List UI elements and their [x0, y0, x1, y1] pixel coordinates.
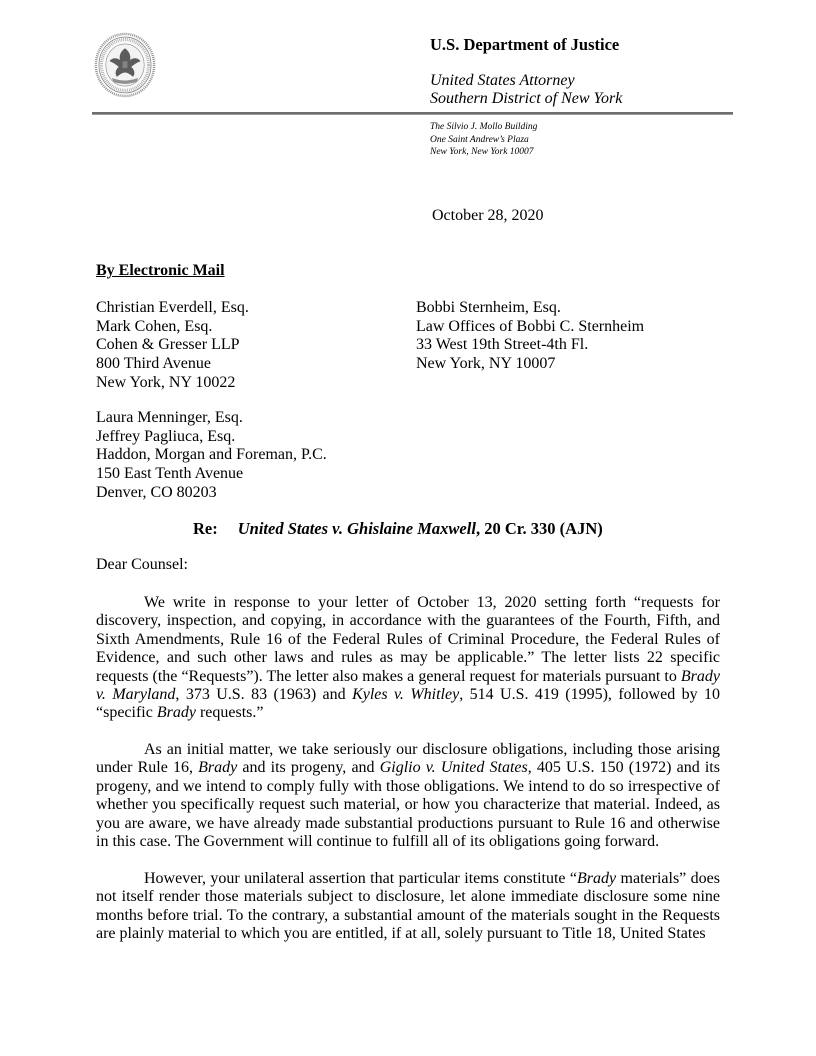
- building-address-line: New York, New York 10007: [430, 147, 534, 158]
- address-line: Laura Menninger, Esq.: [96, 409, 243, 426]
- address-line: New York, NY 10022: [96, 373, 236, 391]
- address-line: 33 West 19th Street-4th Fl.: [416, 336, 589, 354]
- recipient-block-menninger: [96, 409, 327, 503]
- case-name: United States v. Ghislaine Maxwell: [237, 519, 476, 538]
- building-address-line: One Saint Andrew’s Plaza: [430, 134, 529, 145]
- address-line: Bobbi Sternheim, Esq.: [416, 299, 561, 316]
- address-line: Jeffrey Pagliuca, Esq.: [96, 427, 236, 445]
- address-line: 150 East Tenth Avenue: [96, 465, 244, 483]
- re-label: Re:: [193, 519, 218, 538]
- address-line: Cohen & Gresser LLP: [96, 336, 240, 354]
- address-line: Haddon, Morgan and Foreman, P.C.: [96, 446, 327, 464]
- address-line: 800 Third Avenue: [96, 355, 211, 373]
- doj-seal-icon: [94, 32, 156, 98]
- salutation: Dear Counsel:: [96, 556, 188, 573]
- agency-title: U.S. Department of Justice: [430, 35, 620, 54]
- recipient-block-sternheim: [416, 299, 644, 374]
- delivery-method: By Electronic Mail: [96, 262, 225, 279]
- letter-date: October 28, 2020: [432, 207, 544, 224]
- body-paragraph-2: As an initial matter, we take seriously our disclosure obligations, including those arising under Rule 16, Brady and its progeny, and Giglio v. United States, 405 U.S. 150 (1972) and its progeny, and we intend to comply fully with those obligations. We intend to do so irrespective of whether you specifically request such material, or how you characterize that material. Indeed, as you are aware, we have already made substantial productions pursuant to Rule 16 and otherwise in this case. The Government will continue to fulfill all of its obligations going forward.: [96, 741, 720, 851]
- body-paragraph-1: We write in response to your letter of October 13, 2020 setting forth “requests for discovery, inspection, and copying, in accordance with the guarantees of the Fourth, Fifth, and Sixth Amendments, Rule 16 of the Federal Rules of Criminal Procedure, the Federal Rules of Evidence, and such other laws and rules as may be applicable.” The letter lists 22 specific requests (the “Requests”). The letter also makes a general request for materials pursuant to Brady v. Maryland, 373 U.S. 83 (1963) and Kyles v. Whitley, 514 U.S. 419 (1995), followed by 10 “specific Brady requests.”: [96, 594, 721, 722]
- header-divider: [92, 112, 733, 115]
- address-line: Law Offices of Bobbi C. Sternheim: [416, 317, 645, 335]
- address-line: Denver, CO 80203: [96, 483, 217, 501]
- address-line: Mark Cohen, Esq.: [96, 317, 213, 335]
- address-line: New York, NY 10007: [416, 355, 556, 373]
- re-line: [193, 519, 603, 539]
- office-line-1: United States Attorney: [430, 72, 575, 89]
- address-line: Christian Everdell, Esq.: [96, 299, 249, 316]
- building-address-line: The Silvio J. Mollo Building: [430, 122, 538, 132]
- recipient-block-everdell: [96, 299, 249, 393]
- case-number: , 20 Cr. 330 (AJN): [475, 519, 603, 538]
- office-line-2: Southern District of New York: [430, 90, 623, 107]
- body-paragraph-3: However, your unilateral assertion that particular items constitute “Brady materials” does not itself render those materials subject to disclosure, let alone immediate disclosure some nine months before trial. To the contrary, a substantial amount of the materials sought in the Requests are plainly material to which you are entitled, if at all, solely pursuant to Title 18, United States: [96, 870, 720, 943]
- office-building-address: [430, 121, 537, 159]
- re-case: [238, 519, 603, 539]
